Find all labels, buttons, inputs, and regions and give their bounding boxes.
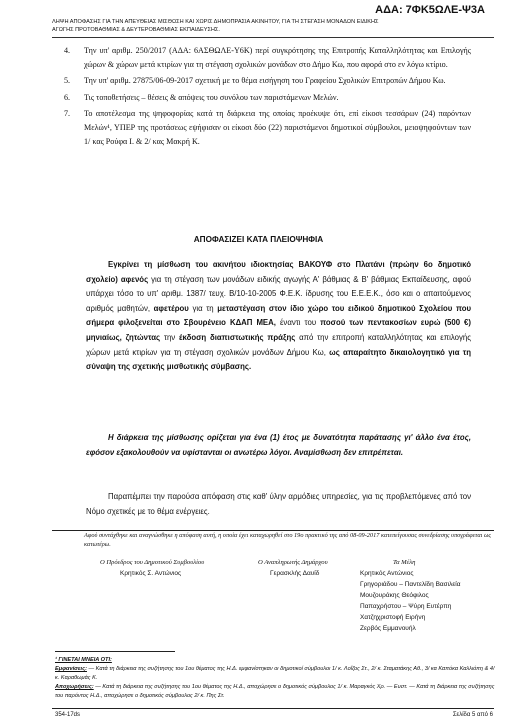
list-item-number: 7. xyxy=(64,109,71,119)
member-name: Κρητικός Αντώνιος xyxy=(360,570,414,577)
ada-code: ΑΔΑ: 7ΦΚ5ΩΛΕ-Ψ3Α xyxy=(375,4,485,16)
president-name: Κρητικός Σ. Αντώνιος xyxy=(120,570,182,577)
list-item-text: Τις τοποθετήσεις – θέσεις & απόψεις του συνόλου των παριστάμενων Μελών. xyxy=(84,92,339,102)
approval-text: ως απαραίτητο δικαιολογητικό για τη σύναψη της σχετικής μισθωτικής σύμβασης. xyxy=(86,347,471,372)
list-item-number: 6. xyxy=(64,92,71,102)
duration-tail-text: Αναμίσθωση δεν επιτρέπεται. xyxy=(291,447,404,457)
footnote-departures-text: — Κατά τη διάρκεια της συζήτησης του 1ου θέματος της Η.Δ., αποχώρησε ο δημοτικός σύμβουλος 1/ κ. Μαραγκός Χρ. — Ευστ. — Κατά τη διάρκεια της συζήτησης του παρόντος Η.Δ., αποχώρησε ο δημοτικός σύμβουλος 2/ κ. Πης Στ. xyxy=(55,684,495,699)
mayor-name: Γερασκλής Δαυίδ xyxy=(270,570,320,577)
footnote-arrivals-label: Εμφανίσεις: xyxy=(55,666,87,672)
approval-text: έναντι του xyxy=(275,318,321,328)
footer-divider xyxy=(52,708,494,709)
list-item xyxy=(64,107,471,148)
approval-text: Εγκρίνει τη μίσθωση του ακινήτου ιδιοκτησίας ΒΑΚΟΥΦ στο Πλατάνι (πρώην 6ο δημοτικό σχολείο) αφενός xyxy=(86,260,471,284)
member-name: Γρηγοριάδου – Παντελίδη Βασιλεία xyxy=(360,581,461,588)
members-list xyxy=(360,568,460,634)
document-header-line-1: ΛΗΨΗ ΑΠΟΦΑΣΗΣ ΓΙΑ ΤΗΝ ΑΠΕΥΘΕΙΑΣ ΜΙΣΘΩΣΗ ΚΑΙ ΧΩΡΙΣ ΔΗΜΟΠΡΑΣΙΑ ΑΚΙΝΗΤΟΥ, ΓΙΑ ΤΗ ΣΤΕΓΑΣΗ ΜΟΝΑΔΩΝ ΕΙΔΙΚΗΣ xyxy=(52,19,379,25)
footnote xyxy=(55,656,495,701)
approval-text: έκδοση διαπιστωτικής πράξης xyxy=(179,332,296,342)
referral-paragraph xyxy=(86,490,471,519)
list-item-number: 4. xyxy=(64,46,71,55)
list-item-text: Την υπ' αριθμ. 250/2017 (ΑΔΑ: 6ΑΣΘΩΛΕ-Υ6Κ) περί συγκρότησης της Επιτροπής Καταλληλότητας και Επιλογής χώρων & χώρων μετά κτιρίων για τη στέγαση σχολικών μονάδων στο Δήμο Κω, που αφορά στο εν λόγω κτίριο. xyxy=(84,46,471,69)
member-name: Παπαχρήστου – Ψύρη Ευτέρπη xyxy=(360,603,452,610)
referral-text: Παραπέμπει την παρούσα απόφαση στις καθ' ύλην αρμόδιες υπηρεσίες, για τις προβλεπόμενες από τον Νόμο σχετικές με το θέμα ενέργειες. xyxy=(86,492,471,516)
approval-text: την xyxy=(160,332,179,342)
member-name: Μουζουράκης Θεόφιλος xyxy=(360,592,429,599)
footnote-title: ¹ ΓΙΝΕΤΑΙ ΜΝΕΙΑ ΟΤΙ: xyxy=(55,657,112,663)
duration-paragraph xyxy=(86,431,471,460)
member-name: Χατζηχριστοφή Ειρήνη xyxy=(360,614,426,621)
approval-text: αφετέρου xyxy=(150,303,189,313)
list-item-number: 5. xyxy=(64,76,71,86)
approval-text: αφού υπάρχει τόσο το υπ' αριθμ. 1387/ τευχ. Β/10-10-2005 Φ.Ε.Κ. ίδρυσης του Ε.Ε.Ε.Κ., όσο και ο απαιτούμενος αριθμός μαθητών, xyxy=(86,274,471,313)
footnote-arrivals-text: — Κατά τη διάρκεια της συζήτησης του 1ου θέματος της Η.Δ. εμφανίστηκαν οι δημοτικοί σύμβουλοι 1/ κ. Λοΐζος Στ., 2/ κ. Σταματάκης Αθ., 3/ κα Καπόκα Καλλιόπη & 4/ κ. Καραθωμάς Κ. xyxy=(55,666,495,681)
list-item xyxy=(64,44,471,71)
list-item-text: Το αποτέλεσμα της ψηφοφορίας κατά τη διάρκεια της οποίας προέκυψε ότι, επί είκοσι τεσσάρων (24) παρόντων Μελών¹, ΥΠΕΡ της προτάσεως εψήφισαν οι είκοσι δύο (22) παριστάμενοι δημοτικοί σύμβουλοι, μειοψηφούντων των 1/ κας Ρούφα Ι. & 2/ κας Μακρή Κ. xyxy=(84,109,471,146)
document-header xyxy=(52,19,494,38)
approval-text: για τη στέγαση των μονάδων ειδικής αγωγής Α' βάθμιας & Β' βάθμιας Εκπαίδευσης, xyxy=(148,274,450,284)
footer-page-number: Σελίδα 5 από 6 xyxy=(452,712,493,718)
president-signature xyxy=(100,557,204,579)
decision-heading: ΑΠΟΦΑΣΙΖΕΙ ΚΑΤΑ ΠΛΕΙΟΨΗΦΙΑ xyxy=(193,235,324,244)
list-item-text: Την υπ' αριθμ. 27875/06-09-2017 σχετική με το θέμα εισήγηση του Γραφείου Σχολικών Επιτροπών Δήμου Κω. xyxy=(84,76,446,86)
signature-note: Αφού συντάχθηκε και αναγνώσθηκε η απόφαση αυτή, η οποία έχει καταχωρηθεί στο 19ο πρακτικό της από 08-09-2017 κατεπείγουσας συνεδρίασης υπογράφεται ως κατωτέρω. xyxy=(84,532,491,548)
approval-text: για τη xyxy=(188,303,218,313)
signature-divider xyxy=(52,530,494,531)
footnote-divider xyxy=(55,651,175,652)
duration-text: Η διάρκεια της μίσθωσης ορίζεται για ένα (1) έτος με δυνατότητα παράτασης γι' άλλο ένα έτος, εφόσον εξακολουθούν να υφίστανται οι ανωτέρω λόγοι. xyxy=(86,433,471,457)
president-role: Ο Πρόεδρος του Δημοτικού Συμβουλίου xyxy=(100,559,205,566)
mayor-signature xyxy=(258,557,328,579)
approval-text: από την επιτροπή καταλληλότητας και επιλογής χώρων μετά κτιρίων για τη στέγαση σχολικών μονάδων Δήμου Κω, xyxy=(86,332,471,357)
approval-text: μεταστέγαση στον ίδιο χώρο του ειδικού δημοτικού Σχολείου που σήμερα φιλοξενείται στο Σβουρένειο ΚΔΑΠ ΜΕΑ, xyxy=(86,303,472,328)
considerations-list xyxy=(64,44,471,151)
members-signature xyxy=(378,557,415,568)
mayor-role: Ο Αναπληρωτής Δημάρχου xyxy=(258,559,328,566)
footnote-departures-label: Αποχωρήσεις: xyxy=(55,684,94,690)
members-role: Τα Μέλη xyxy=(393,559,416,566)
member-name: Ζερβός Εμμανουήλ xyxy=(360,625,416,632)
approval-paragraph xyxy=(86,258,471,375)
document-header-line-2: ΑΓΩΓΗΣ ΠΡΩΤΟΒΑΘΜΙΑΣ & ΔΕΥΤΕΡΟΒΑΘΜΙΑΣ ΕΚΠΑΙΔΕΥΣΗΣ. xyxy=(52,26,220,33)
approval-text: ζητώντας xyxy=(121,332,161,342)
approval-text: ποσού των πεντακοσίων ευρώ (500 €) μηνιαίως, xyxy=(86,318,471,342)
list-item xyxy=(64,91,471,105)
footer-doc-code: 354-17ds xyxy=(55,712,81,718)
list-item xyxy=(64,74,471,88)
